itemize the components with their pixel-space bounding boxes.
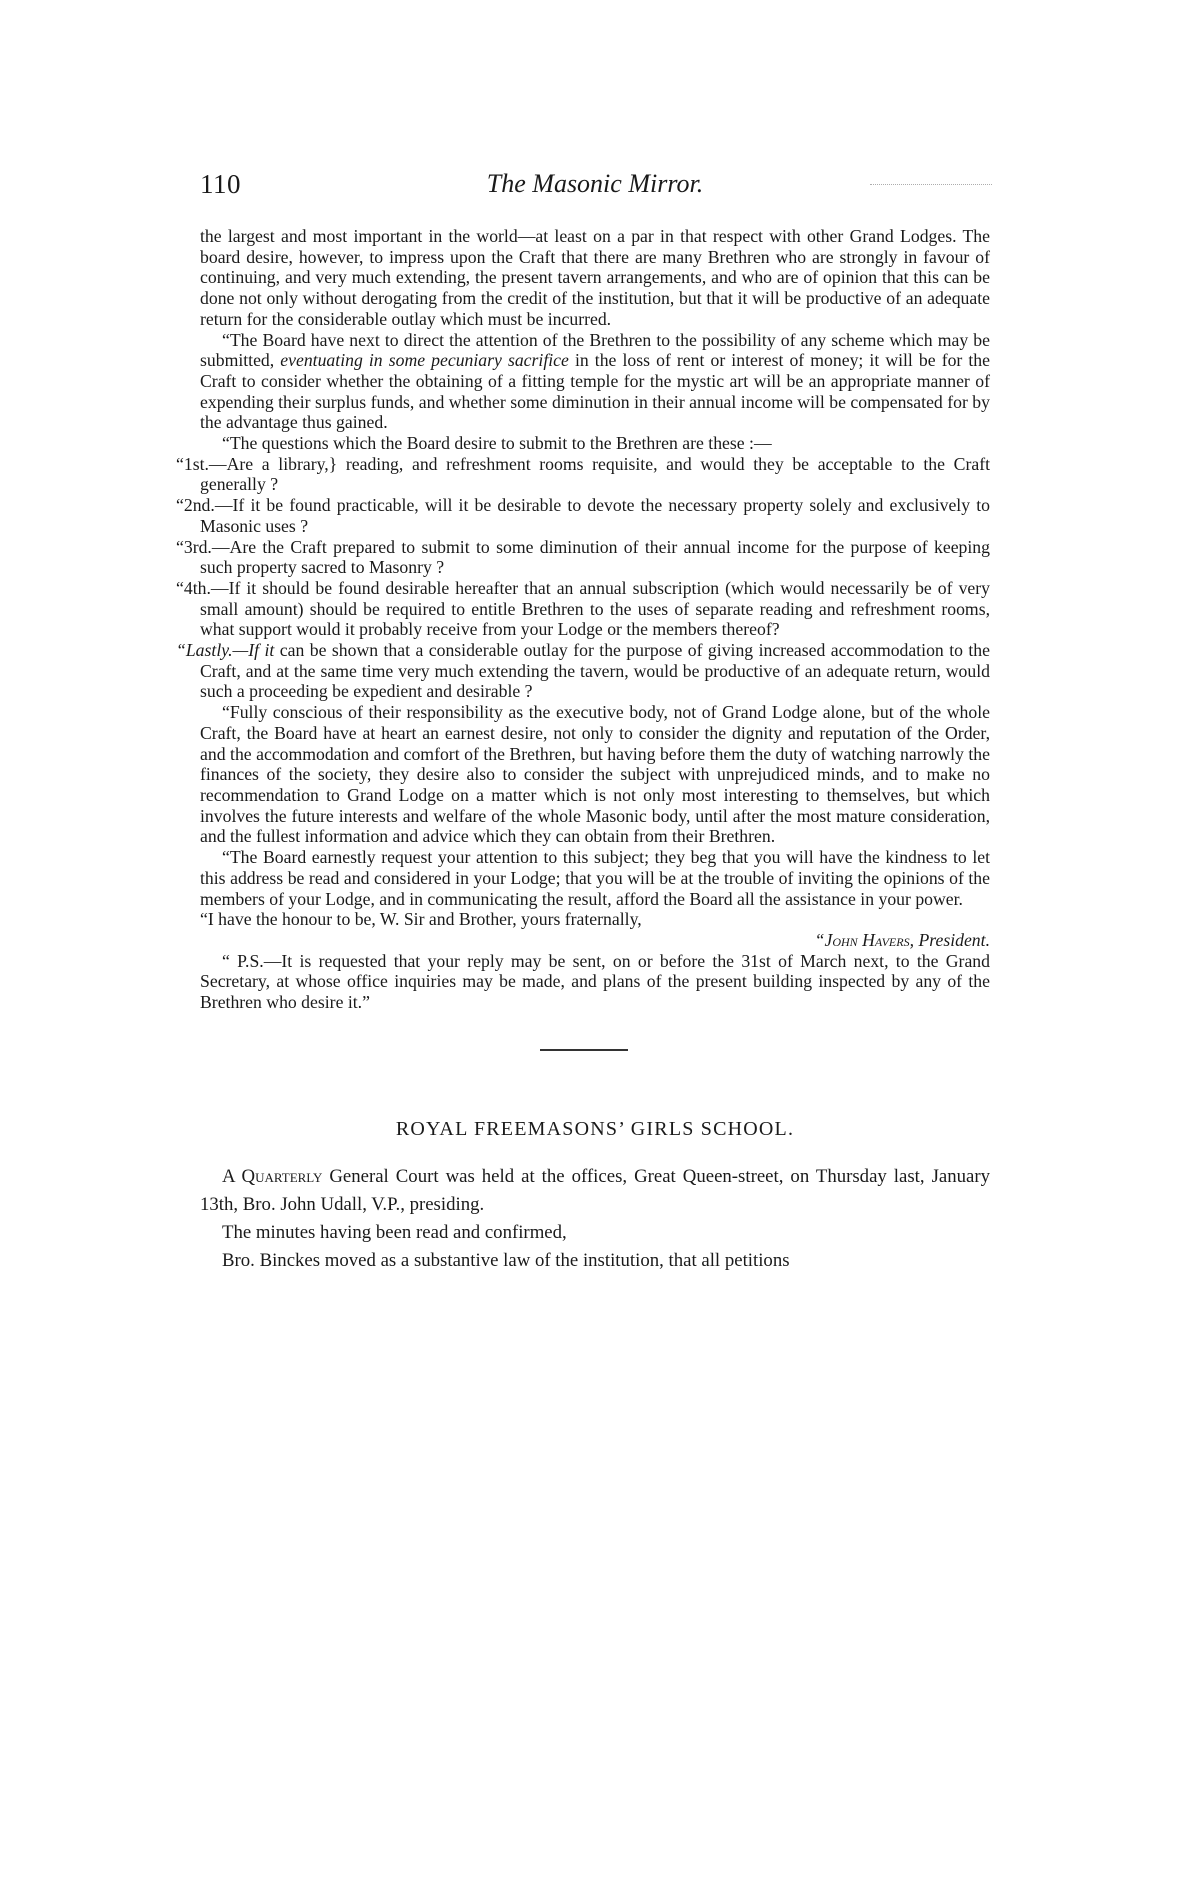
paragraph-scheme-a: “The Board have next to direct the attention of the Brethren to the possibility of any scheme which may be submitted, (200, 329, 990, 371)
paragraph-questions-intro: “The questions which the Board desire to submit to the Brethren are these :— (222, 433, 772, 454)
header-dotted-rule (870, 184, 992, 185)
question-item (176, 536, 990, 578)
question-label: “1st. (176, 453, 209, 474)
paragraph-continuation: the largest and most important in the world—at least on a par in that respect with other Grand Lodges. The board desire, however, to impress upon the Craft that there are many Brethren who are strongly in favour of continuing, and very much extending, the present tavern arrangements, and who are of opinion that this can be done not only without derogating from the credit of the institution, but that it will be productive of an adequate return for the considerable outlay which must be incurred. (200, 226, 990, 329)
signature-title: President. (914, 929, 990, 950)
section-minutes-paragraph: The minutes having been read and confirmed, (222, 1222, 567, 1244)
question-label: “4th. (176, 577, 211, 598)
running-title: The Masonic Mirror. (486, 169, 704, 198)
paragraph-scheme-italic: eventuating in some pecuniary sacrifice (280, 350, 569, 371)
section-heading: ROYAL FREEMASONS’ GIRLS SCHOOL. (395, 1117, 795, 1140)
section-motion-paragraph: Bro. Binckes moved as a substantive law of the institution, that all petitions (222, 1250, 790, 1272)
question-label: “3rd. (176, 536, 212, 557)
question-text: —Are the Craft prepared to submit to some diminution of their annual income for the purpose of keeping such property sacred to Masonry ? (200, 536, 990, 578)
question-text: can be shown that a considerable outlay for the purpose of giving increased accommodation to the Craft, and at the same time very much extending the tavern, would be productive of an adequate return, would such a proceeding be expedient and desirable ? (200, 640, 990, 702)
question-label: “2nd. (176, 495, 215, 516)
paragraph-scheme-c: in the loss of rent or interest of money; it will be for the Craft to consider whether the obtaining of a fitting temple for the mystic art will be an appropriate manner of expending their surplus funds, and whether some diminution in their annual income will be compensated for by the advantage thus gained. (200, 350, 991, 433)
section-lead-text: General Court was held at the offices, Great Queen-street, on Thursday last, January 13th, Bro. John Udall, V.P., presiding. (200, 1166, 990, 1216)
question-text: —If it be found practicable, will it be desirable to devote the necessary property solely and exclusively to Masonic uses ? (200, 495, 990, 536)
letter-signature (200, 930, 990, 951)
section-lead-paragraph (200, 1163, 990, 1219)
section-divider (200, 1013, 990, 1083)
paragraph-responsibility: “Fully conscious of their responsibility as the executive body, not of Grand Lodge alone, but of the whole Craft, the Board have at heart an earnest desire, not only to consider the dignity and reputation of the Order, and the accommodation and comfort of the Brethren, but having before them the duty of watching narrowly the finances of the society, they desire also to consider the subject with unprejudiced minds, and to make no recommendation to Grand Lodge on a matter which is not only most interesting to themselves, but which involves the future interests and welfare of the whole Masonic body, until after the most mature consideration, and the fullest information and advice which they can obtain from their Brethren. (200, 702, 990, 847)
questions-list (176, 453, 990, 702)
question-item (176, 453, 990, 495)
question-label: “Lastly.—If it (176, 640, 275, 661)
question-item (176, 495, 990, 536)
page-body (176, 226, 991, 1826)
question-text: —If it should be found desirable hereafter that an annual subscription (which would necessarily be of very small amount) should be required to entitle Brethren to the uses of separate reading and refreshment rooms, what support would it probably receive from your Lodge or the members thereof? (200, 577, 990, 640)
question-item-lastly (176, 640, 990, 702)
page-header (200, 169, 990, 211)
paragraph-request: “The Board earnestly request your attention to this subject; they beg that you will have the kindness to let this address be read and considered in your Lodge; that you will be at the trouble of inviting the opinions of the members of your Lodge, and in communicating the result, afford the Board all the assistance in your power. (200, 847, 990, 909)
page-number: 110 (200, 169, 241, 199)
signature-name: “John Havers, (814, 929, 915, 950)
question-text: —Are a library,} reading, and refreshment rooms requisite, and would they be acceptable to the Craft generally ? (200, 453, 990, 495)
letter-signoff: “I have the honour to be, W. Sir and Brother, yours fraternally, (200, 909, 642, 930)
divider-rule (540, 1049, 628, 1051)
paragraph-postscript: “ P.S.—It is requested that your reply may be sent, on or before the 31st of March next, to the Grand Secretary, at whose office inquiries may be made, and plans of the present building inspected by any of the Brethren who desire it.” (200, 950, 990, 1013)
question-item (176, 577, 990, 640)
paragraph-scheme (200, 330, 990, 434)
section-lead-caps: A Quarterly (222, 1166, 323, 1188)
